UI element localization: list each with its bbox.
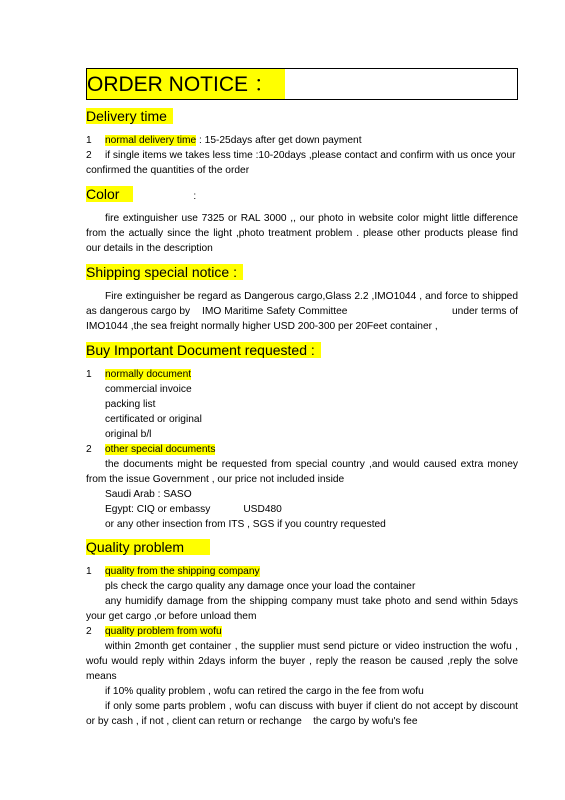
- documents-item-1-highlight: normally document: [105, 369, 192, 380]
- list-item: packing list: [105, 399, 156, 410]
- color-heading-row: [86, 184, 518, 204]
- quality-1-line-2: any humidify damage from the shipping company must take photo and send within 5days your get cargo ,or before unload them: [86, 596, 518, 622]
- shipping-heading-row: [86, 262, 518, 282]
- quality-item-1: [86, 564, 518, 579]
- list-item: commercial invoice: [105, 384, 192, 395]
- other-inspection: or any other insection from ITS , SGS if you country requested: [105, 519, 386, 530]
- page-title: ORDER NOTICE ：: [87, 69, 285, 99]
- order-notice-page: [86, 68, 521, 729]
- color-text: fire extinguisher use 7325 or RAL 3000 ,, our photo in website color might little difference from the actually since the light ,photo treatment problem . please other products please find our details in the description: [86, 213, 518, 254]
- documents-heading: Buy Important Document requested :: [86, 342, 321, 358]
- special-documents-text: the documents might be requested from special country ,and would caused extra money from the issue Government , our price not included inside: [86, 459, 518, 485]
- list-number: 1: [86, 135, 92, 146]
- shipping-heading: Shipping special notice :: [86, 264, 243, 280]
- shipping-text: Fire extinguisher be regard as Dangerous cargo,Glass 2.2 ,IMO1044 , and force to shipped as dangerous cargo by IMO Maritime Safety Committee under terms of IMO1044 ,the sea freight normally higher USD 200-300 per 20Feet container ,: [86, 291, 521, 332]
- quality-item-2: [86, 624, 518, 639]
- quality-2-line-3: if only some parts problem , wofu can discuss with buyer if client do not accept by discount or by cash , if not , client can return or rechange the cargo by wofu's fee: [86, 701, 521, 727]
- egypt-label: Egypt: CIQ or embassy: [105, 504, 211, 515]
- documents-item-2: [86, 442, 518, 457]
- quality-item-1-highlight: quality from the shipping company: [105, 566, 260, 577]
- documents-item-1: [86, 367, 518, 382]
- quality-2-line-2: if 10% quality problem , wofu can retired the cargo in the fee from wofu: [105, 686, 424, 697]
- quality-heading-row: [86, 537, 518, 557]
- egypt-requirement: [86, 502, 518, 517]
- egypt-price: USD480: [243, 504, 282, 515]
- color-colon: :: [193, 191, 197, 202]
- list-item: original b/l: [105, 429, 152, 440]
- list-number: 2: [86, 444, 92, 455]
- delivery-item-2-text: if single items we takes less time :10-20days ,please contact and confirm with us once your confirmed the quantities of the order: [86, 150, 516, 176]
- quality-item-2-highlight: quality problem from wofu: [105, 626, 222, 637]
- delivery-heading-row: [86, 106, 518, 126]
- list-number: 2: [86, 150, 92, 161]
- list-item: certificated or original: [105, 414, 202, 425]
- list-number: 2: [86, 626, 92, 637]
- quality-2-line-1: within 2month get container , the supplier must send picture or video instruction the wofu , wofu would reply within 2days inform the buyer , reply the reason be caused ,reply the solve means: [86, 641, 518, 682]
- quality-heading: Quality problem: [86, 539, 210, 555]
- saudi-requirement: Saudi Arab : SASO: [105, 489, 192, 500]
- title-box: [86, 68, 518, 100]
- delivery-item-1-text: : 15-25days after get down payment: [199, 135, 362, 146]
- list-number: 1: [86, 369, 92, 380]
- delivery-item-1: [86, 133, 518, 148]
- documents-heading-row: [86, 340, 518, 360]
- quality-1-line-1: pls check the cargo quality any damage once your load the container: [105, 581, 416, 592]
- documents-item-2-highlight: other special documents: [105, 444, 216, 455]
- delivery-item-1-highlight: normal delivery time: [105, 135, 197, 146]
- list-number: 1: [86, 566, 92, 577]
- delivery-item-2: [86, 148, 518, 178]
- color-heading: Color: [86, 186, 133, 202]
- delivery-heading: Delivery time: [86, 108, 173, 124]
